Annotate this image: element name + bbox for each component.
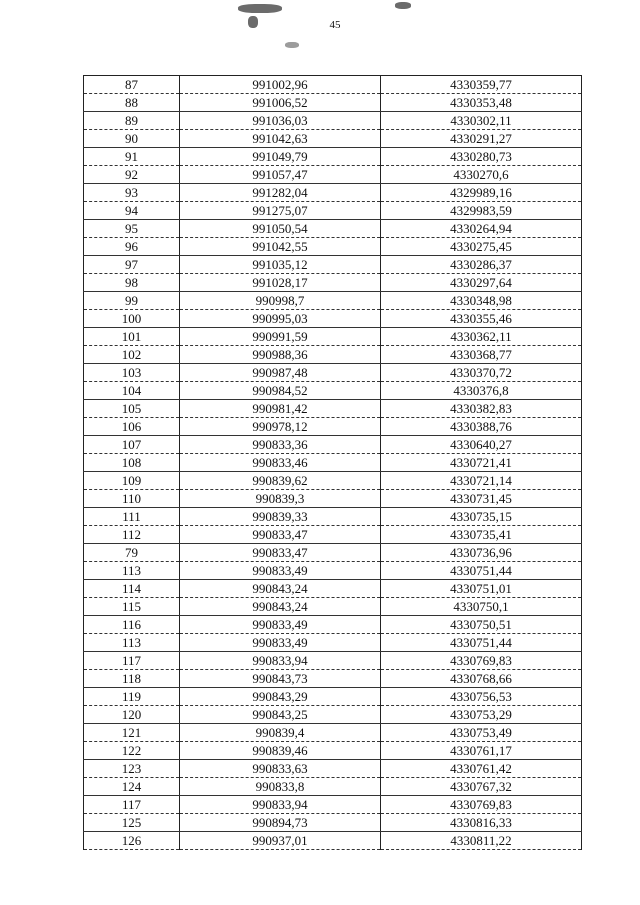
x-coordinate-cell: 990894,73	[180, 814, 381, 832]
y-coordinate-cell: 4330731,45	[381, 490, 582, 508]
y-coordinate-cell: 4330735,41	[381, 526, 582, 544]
x-coordinate-cell: 990833,47	[180, 526, 381, 544]
table-row	[84, 238, 582, 256]
x-coordinate-cell: 991002,96	[180, 76, 381, 94]
point-number-cell: 121	[84, 724, 180, 742]
scan-smudge-center	[285, 42, 299, 48]
point-number-cell: 101	[84, 328, 180, 346]
y-coordinate-cell: 4330270,6	[381, 166, 582, 184]
table-row	[84, 292, 582, 310]
table-row	[84, 742, 582, 760]
point-number-cell: 90	[84, 130, 180, 148]
x-coordinate-cell: 990833,36	[180, 436, 381, 454]
y-coordinate-cell: 4330751,01	[381, 580, 582, 598]
table-row	[84, 328, 582, 346]
table-row	[84, 184, 582, 202]
x-coordinate-cell: 990833,49	[180, 634, 381, 652]
point-number-cell: 114	[84, 580, 180, 598]
y-coordinate-cell: 4330286,37	[381, 256, 582, 274]
table-row	[84, 148, 582, 166]
x-coordinate-cell: 990843,29	[180, 688, 381, 706]
table-row	[84, 670, 582, 688]
x-coordinate-cell: 990833,49	[180, 562, 381, 580]
x-coordinate-cell: 990833,94	[180, 652, 381, 670]
table-row	[84, 688, 582, 706]
x-coordinate-cell: 990987,48	[180, 364, 381, 382]
y-coordinate-cell: 4330761,42	[381, 760, 582, 778]
x-coordinate-cell: 991035,12	[180, 256, 381, 274]
x-coordinate-cell: 990839,62	[180, 472, 381, 490]
y-coordinate-cell: 4330302,11	[381, 112, 582, 130]
table-row	[84, 832, 582, 850]
point-number-cell: 113	[84, 562, 180, 580]
y-coordinate-cell: 4330297,64	[381, 274, 582, 292]
x-coordinate-cell: 991282,04	[180, 184, 381, 202]
point-number-cell: 89	[84, 112, 180, 130]
y-coordinate-cell: 4330751,44	[381, 562, 582, 580]
y-coordinate-cell: 4330751,44	[381, 634, 582, 652]
x-coordinate-cell: 991050,54	[180, 220, 381, 238]
y-coordinate-cell: 4330291,27	[381, 130, 582, 148]
coordinates-table	[83, 75, 582, 850]
x-coordinate-cell: 991042,63	[180, 130, 381, 148]
y-coordinate-cell: 4329989,16	[381, 184, 582, 202]
point-number-cell: 109	[84, 472, 180, 490]
x-coordinate-cell: 990833,8	[180, 778, 381, 796]
table-row	[84, 310, 582, 328]
table-row	[84, 382, 582, 400]
point-number-cell: 100	[84, 310, 180, 328]
point-number-cell: 111	[84, 508, 180, 526]
x-coordinate-cell: 990981,42	[180, 400, 381, 418]
point-number-cell: 123	[84, 760, 180, 778]
x-coordinate-cell: 990839,3	[180, 490, 381, 508]
y-coordinate-cell: 4330756,53	[381, 688, 582, 706]
table-row	[84, 760, 582, 778]
point-number-cell: 104	[84, 382, 180, 400]
y-coordinate-cell: 4330767,32	[381, 778, 582, 796]
table-row	[84, 634, 582, 652]
y-coordinate-cell: 4330353,48	[381, 94, 582, 112]
y-coordinate-cell: 4330721,14	[381, 472, 582, 490]
y-coordinate-cell: 4330348,98	[381, 292, 582, 310]
point-number-cell: 119	[84, 688, 180, 706]
point-number-cell: 106	[84, 418, 180, 436]
x-coordinate-cell: 990991,59	[180, 328, 381, 346]
y-coordinate-cell: 4329983,59	[381, 202, 582, 220]
x-coordinate-cell: 990978,12	[180, 418, 381, 436]
table-row	[84, 652, 582, 670]
table-row	[84, 580, 582, 598]
y-coordinate-cell: 4330640,27	[381, 436, 582, 454]
point-number-cell: 125	[84, 814, 180, 832]
table-row	[84, 76, 582, 94]
table-row	[84, 598, 582, 616]
y-coordinate-cell: 4330388,76	[381, 418, 582, 436]
point-number-cell: 107	[84, 436, 180, 454]
point-number-cell: 102	[84, 346, 180, 364]
y-coordinate-cell: 4330382,83	[381, 400, 582, 418]
point-number-cell: 112	[84, 526, 180, 544]
point-number-cell: 110	[84, 490, 180, 508]
point-number-cell: 122	[84, 742, 180, 760]
y-coordinate-cell: 4330816,33	[381, 814, 582, 832]
table-row	[84, 436, 582, 454]
point-number-cell: 96	[84, 238, 180, 256]
point-number-cell: 115	[84, 598, 180, 616]
y-coordinate-cell: 4330750,1	[381, 598, 582, 616]
y-coordinate-cell: 4330768,66	[381, 670, 582, 688]
point-number-cell: 93	[84, 184, 180, 202]
point-number-cell: 113	[84, 634, 180, 652]
table-row	[84, 616, 582, 634]
point-number-cell: 97	[84, 256, 180, 274]
y-coordinate-cell: 4330370,72	[381, 364, 582, 382]
y-coordinate-cell: 4330368,77	[381, 346, 582, 364]
table-row	[84, 724, 582, 742]
table-row	[84, 562, 582, 580]
x-coordinate-cell: 990833,94	[180, 796, 381, 814]
point-number-cell: 120	[84, 706, 180, 724]
scan-smudge-right	[395, 2, 411, 9]
table-row	[84, 274, 582, 292]
y-coordinate-cell: 4330376,8	[381, 382, 582, 400]
point-number-cell: 91	[84, 148, 180, 166]
x-coordinate-cell: 991028,17	[180, 274, 381, 292]
point-number-cell: 98	[84, 274, 180, 292]
table-row	[84, 472, 582, 490]
x-coordinate-cell: 990843,73	[180, 670, 381, 688]
x-coordinate-cell: 990937,01	[180, 832, 381, 850]
point-number-cell: 92	[84, 166, 180, 184]
table-row	[84, 364, 582, 382]
x-coordinate-cell: 991036,03	[180, 112, 381, 130]
y-coordinate-cell: 4330761,17	[381, 742, 582, 760]
x-coordinate-cell: 990998,7	[180, 292, 381, 310]
y-coordinate-cell: 4330264,94	[381, 220, 582, 238]
table-row	[84, 490, 582, 508]
y-coordinate-cell: 4330362,11	[381, 328, 582, 346]
x-coordinate-cell: 991042,55	[180, 238, 381, 256]
point-number-cell: 99	[84, 292, 180, 310]
y-coordinate-cell: 4330275,45	[381, 238, 582, 256]
x-coordinate-cell: 990995,03	[180, 310, 381, 328]
y-coordinate-cell: 4330359,77	[381, 76, 582, 94]
table-row	[84, 166, 582, 184]
point-number-cell: 88	[84, 94, 180, 112]
y-coordinate-cell: 4330769,83	[381, 652, 582, 670]
x-coordinate-cell: 990843,24	[180, 580, 381, 598]
table-row	[84, 706, 582, 724]
x-coordinate-cell: 991275,07	[180, 202, 381, 220]
x-coordinate-cell: 990833,46	[180, 454, 381, 472]
x-coordinate-cell: 990839,4	[180, 724, 381, 742]
table-row	[84, 256, 582, 274]
table-row	[84, 94, 582, 112]
table-row	[84, 544, 582, 562]
x-coordinate-cell: 990833,49	[180, 616, 381, 634]
point-number-cell: 124	[84, 778, 180, 796]
y-coordinate-cell: 4330355,46	[381, 310, 582, 328]
point-number-cell: 94	[84, 202, 180, 220]
x-coordinate-cell: 990843,25	[180, 706, 381, 724]
point-number-cell: 103	[84, 364, 180, 382]
y-coordinate-cell: 4330280,73	[381, 148, 582, 166]
y-coordinate-cell: 4330811,22	[381, 832, 582, 850]
y-coordinate-cell: 4330735,15	[381, 508, 582, 526]
table-row	[84, 418, 582, 436]
x-coordinate-cell: 991057,47	[180, 166, 381, 184]
x-coordinate-cell: 990839,33	[180, 508, 381, 526]
table-row	[84, 112, 582, 130]
y-coordinate-cell: 4330753,49	[381, 724, 582, 742]
table-row	[84, 508, 582, 526]
point-number-cell: 117	[84, 652, 180, 670]
table-row	[84, 454, 582, 472]
page-number: 45	[329, 19, 341, 31]
point-number-cell: 87	[84, 76, 180, 94]
point-number-cell: 105	[84, 400, 180, 418]
x-coordinate-cell: 991049,79	[180, 148, 381, 166]
table-row	[84, 778, 582, 796]
table-row	[84, 220, 582, 238]
scan-smudge-left	[238, 4, 282, 13]
y-coordinate-cell: 4330753,29	[381, 706, 582, 724]
table-row	[84, 526, 582, 544]
y-coordinate-cell: 4330769,83	[381, 796, 582, 814]
y-coordinate-cell: 4330736,96	[381, 544, 582, 562]
table-row	[84, 400, 582, 418]
point-number-cell: 79	[84, 544, 180, 562]
x-coordinate-cell: 990988,36	[180, 346, 381, 364]
table-row	[84, 130, 582, 148]
x-coordinate-cell: 991006,52	[180, 94, 381, 112]
y-coordinate-cell: 4330721,41	[381, 454, 582, 472]
table-row	[84, 796, 582, 814]
x-coordinate-cell: 990984,52	[180, 382, 381, 400]
point-number-cell: 95	[84, 220, 180, 238]
x-coordinate-cell: 990833,63	[180, 760, 381, 778]
table-row	[84, 814, 582, 832]
point-number-cell: 108	[84, 454, 180, 472]
point-number-cell: 118	[84, 670, 180, 688]
point-number-cell: 126	[84, 832, 180, 850]
table-row	[84, 202, 582, 220]
point-number-cell: 117	[84, 796, 180, 814]
x-coordinate-cell: 990833,47	[180, 544, 381, 562]
x-coordinate-cell: 990839,46	[180, 742, 381, 760]
table-row	[84, 346, 582, 364]
point-number-cell: 116	[84, 616, 180, 634]
y-coordinate-cell: 4330750,51	[381, 616, 582, 634]
x-coordinate-cell: 990843,24	[180, 598, 381, 616]
